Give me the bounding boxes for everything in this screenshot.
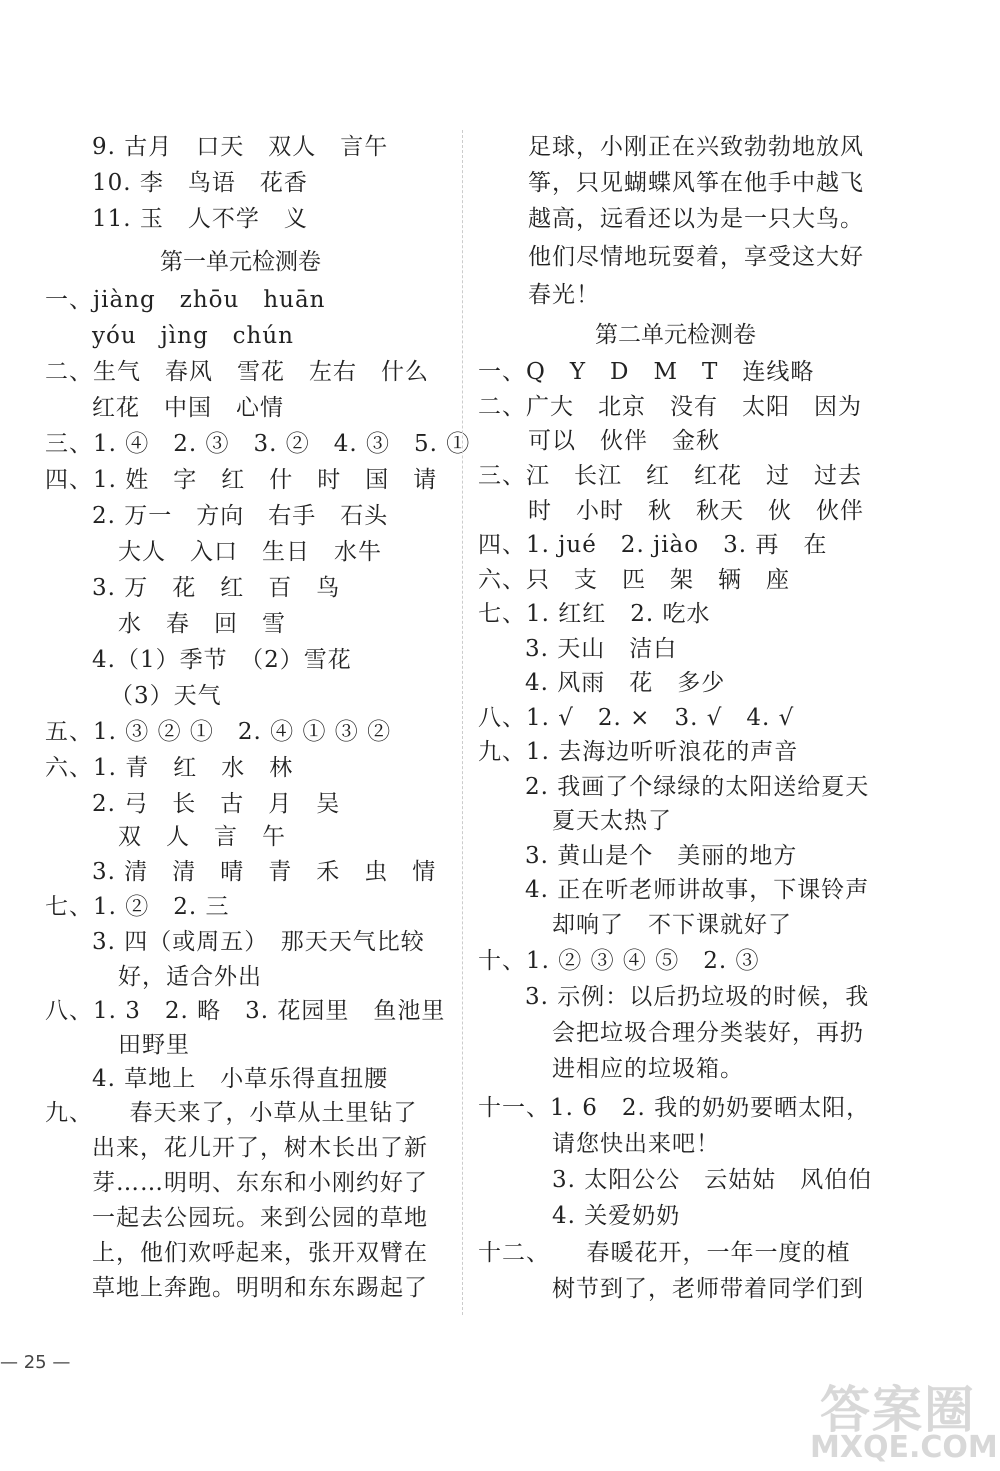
column-divider — [462, 130, 463, 1315]
answer-line: 3. 示例：以后扔垃圾的时候，我 — [525, 984, 870, 1010]
page-number: — 25 — — [0, 1352, 71, 1373]
answer-line: （3）天气 — [110, 683, 222, 709]
answer-line: 三、1. ④ 2. ③ 3. ② 4. ③ 5. ① — [45, 431, 471, 457]
answer-line: 树节到了，老师带着同学们到 — [552, 1276, 864, 1302]
answer-line: 4. 草地上 小草乐得直扭腰 — [92, 1066, 389, 1092]
answer-line: 大人 入口 生日 水牛 — [118, 539, 382, 565]
watermark-logo — [800, 1370, 998, 1465]
answer-line: 2. 万一 方向 右手 石头 — [92, 503, 389, 529]
answer-line: 4. 关爱奶奶 — [552, 1203, 681, 1229]
answer-line: 十一、1. 6 2. 我的奶奶要晒太阳， — [478, 1095, 871, 1121]
section-heading: 第一单元检测卷 — [160, 249, 321, 275]
answer-line: 六、1. 青 红 水 林 — [45, 755, 294, 781]
watermark-title: 答案圈 — [820, 1381, 976, 1439]
answer-line: 足球，小刚正在兴致勃勃地放风 — [528, 134, 864, 160]
answer-line: 一起去公园玩。来到公园的草地 — [92, 1205, 428, 1231]
answer-line: 九、1. 去海边听听浪花的声音 — [478, 739, 799, 765]
answer-line: 3. 万 花 红 百 鸟 — [92, 575, 341, 601]
answer-line: 八、1. √ 2. × 3. √ 4. √ — [478, 705, 795, 731]
answer-line: 他们尽情地玩耍着，享受这大好 — [528, 244, 864, 270]
answer-line: 筝，只见蝴蝶风筝在他手中越飞 — [528, 170, 864, 196]
answer-line: 五、1. ③ ② ① 2. ④ ① ③ ② — [45, 719, 392, 745]
answer-line: 四、1. jué 2. jiào 3. 再 在 — [478, 532, 828, 558]
answer-line: 一、jiàng zhōu huān — [45, 287, 326, 313]
answer-line: 3. 清 清 晴 青 禾 虫 情 — [92, 859, 437, 885]
answer-line: 双 人 言 午 — [118, 824, 286, 850]
answer-line: 3. 黄山是个 美丽的地方 — [525, 843, 798, 869]
answer-line: 七、1. 红红 2. 吃水 — [478, 601, 711, 627]
answer-line: 好，适合外出 — [118, 964, 262, 990]
answer-line: 却响了 不下课就好了 — [552, 912, 792, 938]
answer-line: 3. 四（或周五） 那天天气比较 — [92, 929, 425, 955]
answer-line: 9. 古月 口天 双人 言午 — [92, 134, 389, 160]
answer-line: 芽……明明、东东和小刚约好了 — [92, 1170, 428, 1196]
answer-line: 进相应的垃圾箱。 — [552, 1056, 744, 1082]
answer-line: 上，他们欢呼起来，张开双臂在 — [92, 1240, 428, 1266]
answer-line: 4.（1）季节 （2）雪花 — [92, 647, 352, 673]
answer-line: yóu jìng chún — [92, 323, 294, 349]
answer-line: 3. 太阳公公 云姑姑 风伯伯 — [552, 1167, 873, 1193]
answer-line: 2. 我画了个绿绿的太阳送给夏天 — [525, 774, 870, 800]
answer-line: 草地上奔跑。明明和东东踢起了 — [92, 1275, 428, 1301]
answer-line: 一、Q Y D M T 连线略 — [478, 359, 815, 385]
answer-line: 四、1. 姓 字 红 什 时 国 请 — [45, 467, 438, 493]
answer-line: 2. 弓 长 古 月 吴 — [92, 791, 341, 817]
answer-line: 出来，花儿开了，树木长出了新 — [92, 1135, 428, 1161]
answer-line: 3. 天山 洁白 — [525, 636, 678, 662]
answer-line: 请您快出来吧！ — [552, 1131, 720, 1157]
answer-line: 可以 伙伴 金秋 — [528, 428, 720, 454]
section-heading: 第二单元检测卷 — [595, 322, 756, 348]
answer-line: 10. 李 鸟语 花香 — [92, 170, 308, 196]
answer-line: 七、1. ② 2. 三 — [45, 894, 230, 920]
answer-line: 4. 风雨 花 多少 — [525, 670, 726, 696]
answer-line: 三、江 长江 红 红花 过 过去 — [478, 463, 862, 489]
answer-line: 春光！ — [528, 282, 600, 308]
answer-line: 二、广大 北京 没有 太阳 因为 — [478, 394, 862, 420]
answer-line: 红花 中国 心情 — [92, 395, 284, 421]
answer-line: 11. 玉 人不学 义 — [92, 206, 308, 232]
answer-line: 六、只 支 匹 架 辆 座 — [478, 567, 790, 593]
answer-line: 田野里 — [118, 1032, 190, 1058]
answer-line: 越高，远看还以为是一只大鸟。 — [528, 206, 864, 232]
answer-line: 二、生气 春风 雪花 左右 什么 — [45, 359, 429, 385]
answer-line: 水 春 回 雪 — [118, 611, 286, 637]
answer-line: 时 小时 秋 秋天 伙 伙伴 — [528, 498, 864, 524]
answer-line: 八、1. 3 2. 略 3. 花园里 鱼池里 — [45, 998, 446, 1024]
answer-line: 十、1. ② ③ ④ ⑤ 2. ③ — [478, 948, 760, 974]
answer-line: 九、 春天来了，小草从土里钻了 — [45, 1100, 418, 1126]
answer-line: 夏天太热了 — [552, 808, 672, 834]
watermark-url: MXQE.COM — [810, 1430, 998, 1465]
answer-line: 十二、 春暖花开，一年一度的植 — [478, 1240, 851, 1266]
answer-line: 4. 正在听老师讲故事，下课铃声 — [525, 877, 870, 903]
answer-line: 会把垃圾合理分类装好，再扔 — [552, 1020, 864, 1046]
